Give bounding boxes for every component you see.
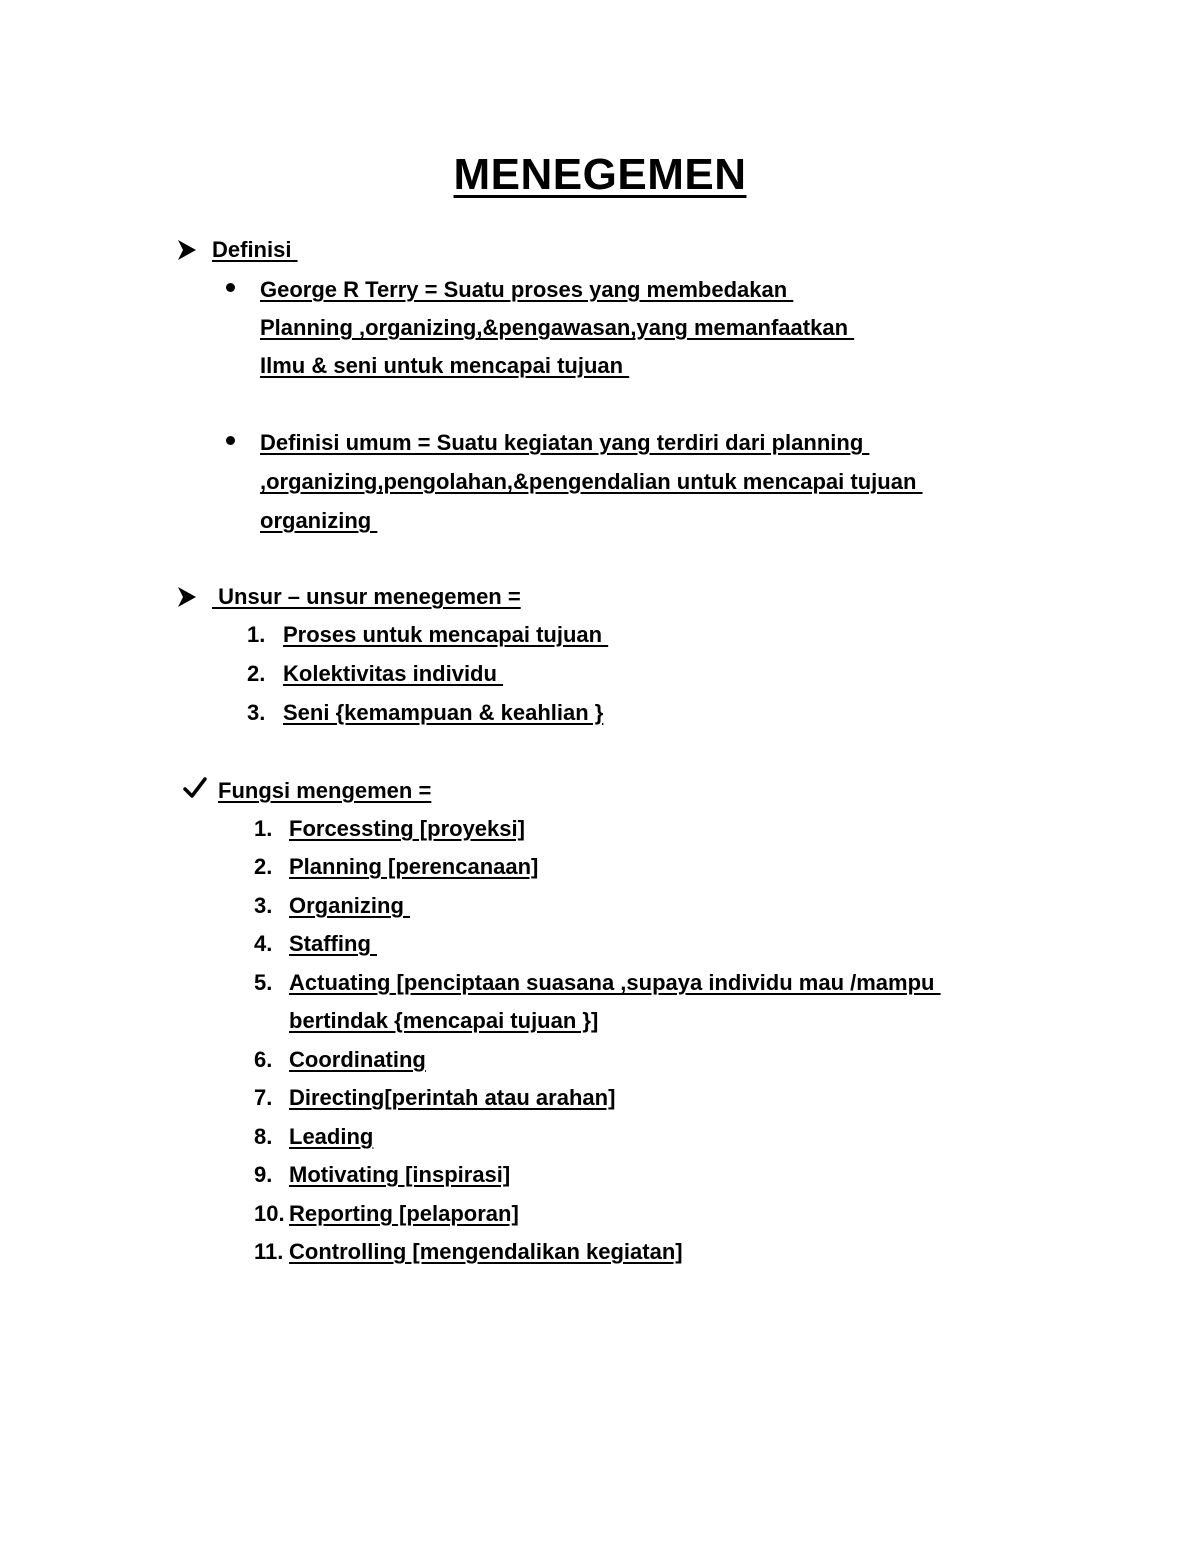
list-number: 7. bbox=[254, 1085, 273, 1110]
arrowhead-icon bbox=[177, 239, 197, 261]
bullet-dot-icon bbox=[226, 436, 235, 445]
definition-line: Ilmu & seni untuk mencapai tujuan bbox=[260, 353, 630, 378]
list-item: Kolektivitas individu bbox=[283, 661, 504, 686]
list-item-continuation: bertindak {mencapai tujuan }] bbox=[289, 1008, 599, 1033]
section-heading-fungsi: Fungsi mengemen = bbox=[218, 778, 432, 803]
list-number: 2. bbox=[254, 854, 273, 879]
list-item: Staffing bbox=[289, 931, 377, 956]
definition-line: organizing bbox=[260, 508, 378, 533]
list-number: 10. bbox=[254, 1201, 285, 1226]
checkmark-icon bbox=[183, 777, 207, 799]
definition-line: Definisi umum = Suatu kegiatan yang terdiri dari planning bbox=[260, 430, 870, 455]
list-number: 4. bbox=[254, 931, 273, 956]
list-number: 1. bbox=[254, 816, 273, 841]
list-number: 3. bbox=[254, 893, 273, 918]
definition-line: Planning ,organizing,&pengawasan,yang memanfaatkan bbox=[260, 315, 855, 340]
arrowhead-icon bbox=[177, 586, 197, 608]
list-number: 5. bbox=[254, 970, 273, 995]
section-heading-definisi: Definisi bbox=[212, 237, 298, 262]
list-item: Proses untuk mencapai tujuan bbox=[283, 622, 609, 647]
list-item: Directing[perintah atau arahan] bbox=[289, 1085, 616, 1110]
definition-line: ,organizing,pengolahan,&pengendalian untuk mencapai tujuan bbox=[260, 469, 923, 494]
list-item: Reporting [pelaporan] bbox=[289, 1201, 519, 1226]
list-number: 6. bbox=[254, 1047, 273, 1072]
list-item: Motivating [inspirasi] bbox=[289, 1162, 511, 1187]
list-number: 9. bbox=[254, 1162, 273, 1187]
list-number: 2. bbox=[247, 661, 266, 686]
list-item: Forcessting [proyeksi] bbox=[289, 816, 525, 841]
list-item: Seni {kemampuan & keahlian } bbox=[283, 700, 604, 725]
list-number: 3. bbox=[247, 700, 266, 725]
list-item: Planning [perencanaan] bbox=[289, 854, 539, 879]
list-number: 1. bbox=[247, 622, 266, 647]
list-item: Actuating [penciptaan suasana ,supaya individu mau /mampu bbox=[289, 970, 941, 995]
list-item: Organizing bbox=[289, 893, 410, 918]
list-item: Leading bbox=[289, 1124, 374, 1149]
list-item: Controlling [mengendalikan kegiatan] bbox=[289, 1239, 683, 1264]
list-number: 11. bbox=[254, 1239, 284, 1264]
definition-line: George R Terry = Suatu proses yang membedakan bbox=[260, 277, 794, 302]
list-number: 8. bbox=[254, 1124, 273, 1149]
page-title: MENEGEMEN bbox=[453, 150, 747, 199]
list-item: Coordinating bbox=[289, 1047, 426, 1072]
section-heading-unsur: Unsur – unsur menegemen = bbox=[212, 584, 521, 609]
bullet-dot-icon bbox=[226, 283, 235, 292]
